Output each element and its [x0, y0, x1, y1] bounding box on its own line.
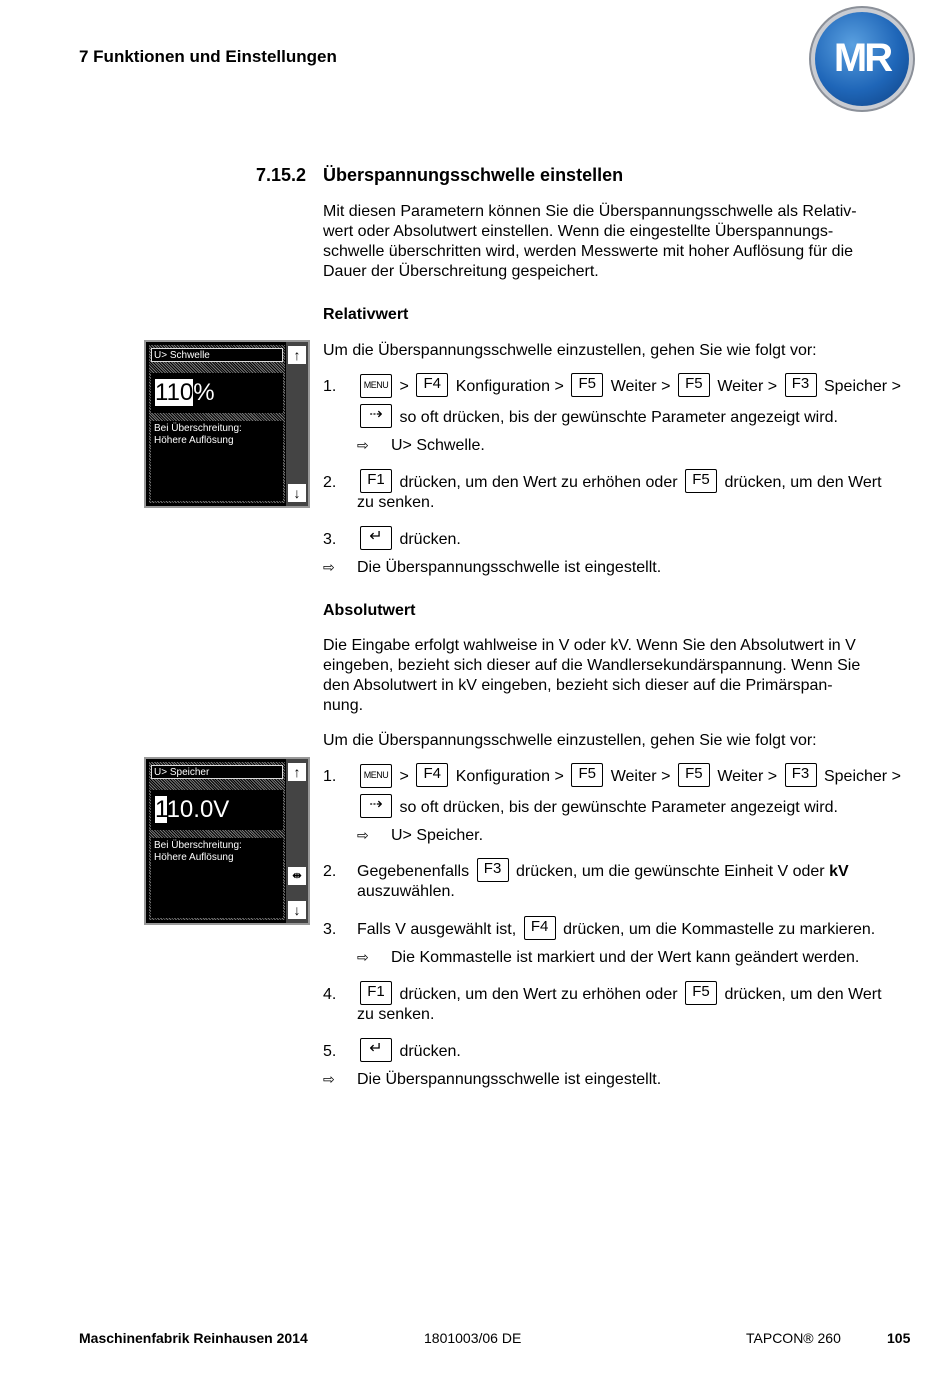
intro-line: wert oder Absolutwert einstellen. Wenn die eingestellte Überspannungs- [323, 223, 834, 240]
menu-key-icon: MENU [360, 374, 392, 398]
value-cursor: 1 [155, 796, 167, 823]
value-rest: 10.0V [166, 796, 230, 823]
arrow-down-icon[interactable]: ↓ [288, 484, 306, 502]
step-text: drücken. [399, 531, 461, 548]
step-number: 2. [323, 863, 337, 880]
result-text: Die Überspannungsschwelle ist eingestellt. [357, 1071, 662, 1088]
intro-line: Dauer der Überschreitung gespeichert. [323, 263, 599, 280]
footer-product: TAPCON® 260 [746, 1330, 841, 1346]
step-text: Konfiguration > [455, 378, 564, 395]
para-line: den Absolutwert in kV eingeben, bezieht sich dieser auf die Primärspan- [323, 677, 833, 694]
f5-key-icon: F5 [571, 763, 603, 787]
next-key-icon: ⇢ [360, 794, 392, 818]
step-number: 1. [323, 768, 337, 785]
step-text: Weiter > [610, 378, 671, 395]
info-line: Bei Überschreitung: [154, 840, 242, 851]
f5-key-icon: F5 [678, 373, 710, 397]
section-heading: Überspannungsschwelle einstellen [323, 165, 624, 185]
step-text: Weiter > [717, 768, 778, 785]
f1-key-icon: F1 [360, 469, 392, 493]
absolut-lead: Um die Überspannungsschwelle einzustellen, gehen Sie wie folgt vor: [323, 732, 817, 749]
absolut-final-result [323, 1069, 661, 1090]
f3-key-icon: F3 [477, 858, 509, 882]
intro-paragraph [323, 202, 913, 282]
f4-key-icon: F4 [416, 763, 448, 787]
info-line: Höhere Auflösung [154, 435, 234, 446]
relativ-lead: Um die Überspannungsschwelle einzustellen, gehen Sie wie folgt vor: [323, 342, 817, 359]
relativ-final-result [323, 557, 661, 578]
step-number: 3. [323, 921, 337, 938]
footer-doc-number: 1801003/06 DE [424, 1330, 522, 1346]
f5-key-icon: F5 [678, 763, 710, 787]
screen-value [151, 373, 283, 413]
step-number: 3. [323, 531, 337, 548]
footer-company: Maschinenfabrik Reinhausen 2014 [79, 1330, 308, 1346]
step-text: drücken, um den Wert zu erhöhen oder [399, 986, 678, 1003]
step-text: Speicher > [823, 378, 901, 395]
step-number: 4. [323, 986, 337, 1003]
step-text: Konfiguration > [455, 768, 564, 785]
menu-key-icon: MENU [360, 764, 392, 788]
section-title [256, 165, 623, 186]
logo-text: MR [833, 36, 891, 80]
step-text: drücken, um die Kommastelle zu markieren. [563, 921, 876, 938]
screen-value [151, 790, 283, 830]
value-cursor: 110 [155, 379, 194, 406]
f4-key-icon: F4 [524, 916, 556, 940]
relativ-step-1-result [357, 435, 485, 456]
info-line: Höhere Auflösung [154, 852, 234, 863]
step-text: Speicher > [823, 768, 901, 785]
screen-title: U> Schwelle [151, 348, 283, 362]
chapter-title: 7 Funktionen und Einstellungen [79, 47, 337, 66]
enter-key-icon: ↵ [360, 526, 392, 550]
step-text: drücken, um den Wert [724, 986, 882, 1003]
f1-key-icon: F1 [360, 981, 392, 1005]
section-number: 7.15.2 [256, 165, 307, 185]
result-arrow-icon: ⇨ [357, 949, 369, 965]
step-text: so oft drücken, bis der gewünschte Parameter angezeigt wird. [399, 799, 838, 816]
screen-info [151, 838, 283, 918]
step-number: 2. [323, 474, 337, 491]
step-text: Gegebenenfalls [357, 863, 470, 880]
separator: > [399, 378, 409, 395]
f5-key-icon: F5 [571, 373, 603, 397]
step-text: drücken. [399, 1043, 461, 1060]
arrow-down-icon[interactable]: ↓ [288, 901, 306, 919]
f5-key-icon: F5 [685, 981, 717, 1005]
arrow-up-icon[interactable]: ↑ [288, 346, 306, 364]
result-text: U> Schwelle. [391, 437, 485, 454]
screen-softkeys [286, 759, 308, 923]
separator: > [399, 768, 409, 785]
cursor-move-icon[interactable]: ⇹ [288, 867, 306, 885]
f3-key-icon: F3 [785, 763, 817, 787]
arrow-up-icon[interactable]: ↑ [288, 763, 306, 781]
value-rest: % [193, 379, 215, 406]
next-key-icon: ⇢ [360, 404, 392, 428]
screen-info [151, 421, 283, 501]
result-text: Die Überspannungsschwelle ist eingestellt. [357, 559, 662, 576]
f5-key-icon: F5 [685, 469, 717, 493]
intro-line: Mit diesen Parametern können Sie die Überspannungsschwelle als Relativ- [323, 203, 857, 220]
para-line: nung. [323, 697, 364, 714]
step-text: zu senken. [357, 1006, 435, 1023]
unit-kv: kV [829, 863, 849, 880]
result-arrow-icon: ⇨ [357, 827, 369, 843]
step-text: Falls V ausgewählt ist, [357, 921, 517, 938]
f4-key-icon: F4 [416, 373, 448, 397]
enter-key-icon: ↵ [360, 1038, 392, 1062]
para-line: Die Eingabe erfolgt wahlweise in V oder kV. Wenn Sie den Absolutwert in V [323, 637, 856, 654]
device-screen-absolut [144, 757, 310, 925]
absolut-heading: Absolutwert [323, 602, 416, 619]
screen-title: U> Speicher [151, 765, 283, 779]
step-number: 5. [323, 1043, 337, 1060]
relativ-heading: Relativwert [323, 306, 409, 323]
step-text: Weiter > [717, 378, 778, 395]
step-text: auszuwählen. [357, 883, 455, 900]
step-text: drücken, um die gewünschte Einheit V oder [516, 863, 825, 880]
intro-line: schwelle überschritten wird, werden Messwerte mit hoher Auflösung für die [323, 243, 854, 260]
step-text: Weiter > [610, 768, 671, 785]
device-screen-relativ [144, 340, 310, 508]
step-text: so oft drücken, bis der gewünschte Parameter angezeigt wird. [399, 409, 838, 426]
page-number: 105 [887, 1330, 911, 1346]
step-text: zu senken. [357, 494, 435, 511]
para-line: eingeben, bezieht sich dieser auf die Wandlersekundärspannung. Wenn Sie [323, 657, 861, 674]
screen-softkeys [286, 342, 308, 506]
result-text: Die Kommastelle ist markiert und der Wert kann geändert werden. [391, 949, 860, 966]
mr-logo [815, 12, 909, 106]
result-arrow-icon: ⇨ [323, 1071, 335, 1087]
step-text: drücken, um den Wert [724, 474, 882, 491]
result-text: U> Speicher. [391, 827, 484, 844]
absolut-step-3-result [357, 947, 859, 968]
absolut-step-1-result [357, 825, 483, 846]
result-arrow-icon: ⇨ [323, 559, 335, 575]
step-number: 1. [323, 378, 337, 395]
absolut-paragraph [323, 636, 913, 716]
info-line: Bei Überschreitung: [154, 423, 242, 434]
step-text: drücken, um den Wert zu erhöhen oder [399, 474, 678, 491]
result-arrow-icon: ⇨ [357, 437, 369, 453]
f3-key-icon: F3 [785, 373, 817, 397]
